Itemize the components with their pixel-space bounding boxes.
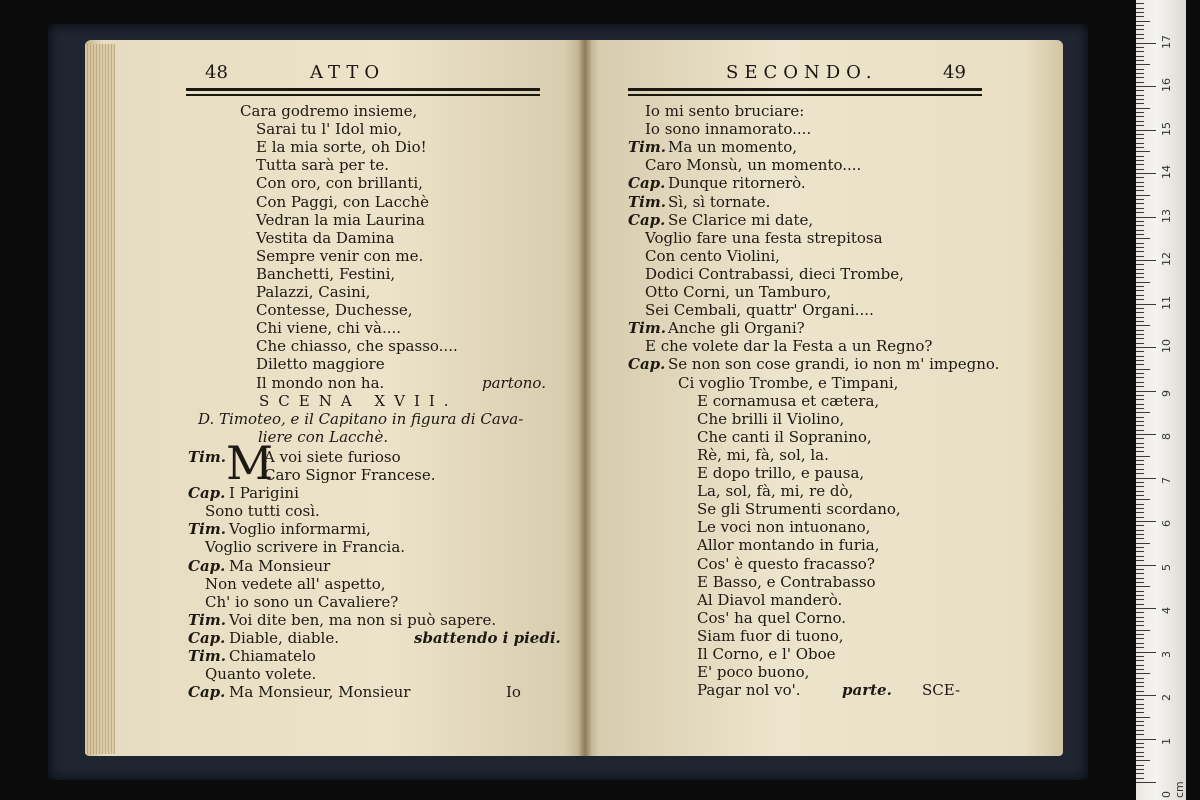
ruler-tick <box>1136 412 1150 413</box>
ruler-tick <box>1136 699 1144 700</box>
ruler-tick <box>1136 230 1144 231</box>
speaker-name: Cap. <box>628 355 666 374</box>
ruler-tick <box>1136 647 1144 648</box>
ruler-tick <box>1136 182 1144 183</box>
ruler-label: 1 <box>1160 737 1173 745</box>
verse-line: Vestita da Damina <box>256 228 395 247</box>
speaker-name: Tim. <box>188 447 226 466</box>
ruler-label: 3 <box>1160 650 1173 658</box>
ruler-label: 2 <box>1160 694 1173 701</box>
ruler-tick <box>1136 34 1144 35</box>
dialogue-line: Non vedete all' aspetto, <box>205 574 386 593</box>
ruler-tick <box>1136 708 1144 709</box>
ruler-tick <box>1136 369 1150 370</box>
dialogue-line: Sono tutti così. <box>205 502 320 521</box>
ruler-tick <box>1136 256 1144 257</box>
ruler-tick <box>1136 760 1150 761</box>
ruler-tick <box>1136 569 1144 570</box>
verse-line: Chi viene, chi và.... <box>256 319 402 338</box>
ruler-tick <box>1136 686 1144 687</box>
right-head-rule <box>628 88 982 91</box>
verse-line: Il mondo non ha. <box>256 373 385 392</box>
dialogue-line: Dunque ritornerò. <box>668 174 806 193</box>
speaker-name: Cap. <box>628 210 666 229</box>
stage-direction: partono. <box>482 373 546 392</box>
ruler-tick <box>1136 12 1144 13</box>
ruler-tick <box>1136 417 1144 418</box>
ruler-tick <box>1136 112 1144 113</box>
speaker-name: Cap. <box>188 484 226 503</box>
ruler-tick <box>1136 356 1144 357</box>
ruler-tick <box>1136 517 1144 518</box>
ruler-tick <box>1136 608 1156 609</box>
ruler-tick <box>1136 221 1144 222</box>
dialogue-line: Cos' ha quel Corno. <box>697 608 847 627</box>
ruler-tick <box>1136 717 1150 718</box>
ruler-tick <box>1136 116 1144 117</box>
dialogue-line: E che volete dar la Festa a un Regno? <box>645 337 933 356</box>
ruler-tick <box>1136 347 1156 348</box>
ruler-tick <box>1136 434 1156 435</box>
dialogue-line: Se non son cose grandi, io non m' impegno. <box>668 355 1000 374</box>
ruler-tick <box>1136 243 1144 244</box>
ruler-tick <box>1136 560 1144 561</box>
dialogue-line: Ma Monsieur, Monsieur <box>229 683 411 702</box>
ruler-tick <box>1136 103 1144 104</box>
ruler-tick <box>1136 739 1156 740</box>
speaker-name: Cap. <box>188 556 226 575</box>
ruler-tick <box>1136 360 1144 361</box>
ruler-tick <box>1136 473 1144 474</box>
ruler-tick <box>1136 704 1144 705</box>
dialogue-line: Ci voglio Trombe, e Timpani, <box>678 373 899 392</box>
ruler-tick <box>1136 343 1144 344</box>
ruler-tick <box>1136 286 1144 287</box>
ruler-tick <box>1136 391 1156 392</box>
ruler-tick <box>1136 765 1144 766</box>
ruler-tick <box>1136 404 1144 405</box>
ruler-label: 8 <box>1160 433 1173 440</box>
ruler-tick <box>1136 251 1144 252</box>
dialogue-line: Sei Cembali, quattr' Organi.... <box>645 301 874 320</box>
ruler-tick <box>1136 638 1144 639</box>
ruler-tick <box>1136 338 1144 339</box>
verse-line: Sempre venir con me. <box>256 246 424 265</box>
ruler-tick <box>1136 752 1144 753</box>
verse-line: Diletto maggiore <box>256 355 385 374</box>
ruler-tick <box>1136 486 1144 487</box>
ruler-label: 17 <box>1160 34 1173 49</box>
catchword: Io <box>506 683 521 702</box>
stage-direction: liere con Lacchè. <box>258 427 389 446</box>
ruler-tick <box>1136 16 1144 17</box>
ruler-tick <box>1136 203 1144 204</box>
ruler-tick <box>1136 269 1144 270</box>
dialogue-line: Sì, sì tornate. <box>668 192 771 211</box>
ruler-tick <box>1136 217 1156 218</box>
stage-direction: D. Timoteo, e il Capitano in figura di Cava- <box>198 409 524 428</box>
ruler-tick <box>1136 782 1156 783</box>
dialogue-line: Se Clarice mi date, <box>668 210 814 229</box>
ruler-tick <box>1136 499 1150 500</box>
ruler-tick <box>1136 173 1156 174</box>
ruler-tick <box>1136 130 1156 131</box>
ruler-tick <box>1136 77 1144 78</box>
ruler-tick <box>1136 325 1150 326</box>
ruler-tick <box>1136 591 1144 592</box>
ruler-tick <box>1136 469 1144 470</box>
verse-line: Cara godremo insieme, <box>240 102 418 120</box>
speaker-name: Tim. <box>188 647 226 665</box>
ruler-tick <box>1136 508 1144 509</box>
ruler-label: 4 <box>1160 607 1173 614</box>
ruler-tick <box>1136 578 1144 579</box>
ruler-tick <box>1136 656 1144 657</box>
ruler-tick <box>1136 538 1144 539</box>
dialogue-line: Che brilli il Violino, <box>697 409 845 428</box>
ruler-tick <box>1136 234 1144 235</box>
ruler-tick <box>1136 47 1144 48</box>
ruler-tick <box>1136 456 1150 457</box>
ruler-tick <box>1136 643 1144 644</box>
dialogue-line: Voi dite ben, ma non si può sapere. <box>229 610 497 629</box>
right-head-rule-thin <box>628 94 982 96</box>
ruler-tick <box>1136 151 1150 152</box>
ruler-tick <box>1136 478 1156 479</box>
verse-line: Palazzi, Casini, <box>256 283 371 301</box>
ruler-tick <box>1136 8 1144 9</box>
ruler-tick <box>1136 595 1144 596</box>
dialogue-line: Caro Monsù, un momento.... <box>645 156 862 175</box>
scene-title: SCENA XVII. <box>259 391 458 410</box>
drop-capital: M <box>226 436 274 491</box>
dialogue-line: Anche gli Organi? <box>668 319 805 338</box>
ruler-tick <box>1136 160 1144 161</box>
left-page-number: 48 <box>205 62 228 83</box>
dialogue-line: Diable, diable. <box>229 628 339 647</box>
ruler-tick <box>1136 290 1144 291</box>
ruler-tick <box>1136 51 1144 52</box>
ruler-tick <box>1136 447 1144 448</box>
ruler-label: 7 <box>1160 476 1173 484</box>
dialogue-line: Io mi sento bruciare: <box>645 102 805 120</box>
ruler-tick <box>1136 260 1156 261</box>
left-head-rule <box>186 88 540 91</box>
ruler-tick <box>1136 408 1144 409</box>
ruler-tick <box>1136 769 1144 770</box>
ruler-tick <box>1136 225 1144 226</box>
dialogue-line: Ch' io sono un Cavaliere? <box>205 592 399 611</box>
ruler-tick <box>1136 169 1144 170</box>
ruler-label: 12 <box>1160 252 1173 266</box>
ruler-label: 10 <box>1160 339 1173 353</box>
verse-line: E la mia sorte, oh Dio! <box>256 138 427 157</box>
left-head-rule-thin <box>186 94 540 96</box>
ruler-tick <box>1136 29 1144 30</box>
ruler-tick <box>1136 660 1144 661</box>
dialogue-line: Che canti il Sopranino, <box>697 427 872 446</box>
dialogue-line: Le voci non intuonano, <box>697 518 871 537</box>
ruler-tick <box>1136 95 1144 96</box>
ruler-tick <box>1136 73 1144 74</box>
ruler-tick <box>1136 304 1156 305</box>
dialogue-line: Cos' è questo fracasso? <box>697 554 875 573</box>
ruler-tick <box>1136 282 1150 283</box>
ruler-tick <box>1136 678 1144 679</box>
ruler-tick <box>1136 443 1144 444</box>
verse-line: Con oro, con brillanti, <box>256 174 423 193</box>
dialogue-line: La, sol, fà, mi, re dò, <box>697 482 854 501</box>
ruler-label: 16 <box>1160 78 1173 92</box>
speaker-name: Cap. <box>188 683 226 702</box>
ruler-tick <box>1136 621 1144 622</box>
ruler-tick <box>1136 125 1144 126</box>
ruler-label: 14 <box>1160 165 1173 179</box>
left-running-head: ATTO <box>310 62 386 83</box>
dialogue-line: Con cento Violini, <box>645 246 780 265</box>
dialogue-line: Il Corno, e l' Oboe <box>697 645 836 663</box>
dialogue-line: Chiamatelo <box>229 647 316 665</box>
dialogue-line: E dopo trillo, e pausa, <box>697 464 865 482</box>
ruler-tick <box>1136 299 1144 300</box>
speaker-name: Cap. <box>628 174 666 193</box>
dialogue-line: Voglio informarmi, <box>229 520 371 539</box>
stage-direction: parte. <box>842 681 892 700</box>
ruler-tick <box>1136 665 1144 666</box>
dialogue-line: Caro Signor Francese. <box>264 466 436 484</box>
ruler-tick <box>1136 3 1144 4</box>
ruler-tick <box>1136 582 1144 583</box>
ruler-tick <box>1136 373 1144 374</box>
ruler-tick <box>1136 64 1150 65</box>
ruler-tick <box>1136 673 1150 674</box>
catchword: SCE- <box>922 681 961 700</box>
ruler-tick <box>1136 773 1144 774</box>
ruler-tick <box>1136 604 1144 605</box>
dialogue-line: Al Diavol manderò. <box>697 590 843 609</box>
ruler-tick <box>1136 317 1144 318</box>
ruler-tick <box>1136 395 1144 396</box>
ruler-tick <box>1136 743 1144 744</box>
ruler-tick <box>1136 334 1144 335</box>
ruler-tick <box>1136 208 1144 209</box>
dialogue-line: I Parigini <box>229 484 299 503</box>
ruler-tick <box>1136 177 1144 178</box>
ruler-tick <box>1136 691 1144 692</box>
verse-line: Che chiasso, che spasso.... <box>256 337 458 356</box>
ruler-tick <box>1136 364 1144 365</box>
ruler-tick <box>1136 712 1144 713</box>
verse-line: Sarai tu l' Idol mio, <box>256 120 402 139</box>
ruler-tick <box>1136 43 1156 44</box>
dialogue-line: Quanto volete. <box>205 665 317 684</box>
ruler-label: 15 <box>1160 121 1173 136</box>
ruler-label: 5 <box>1160 563 1173 571</box>
ruler-label: 13 <box>1160 208 1173 223</box>
ruler-tick <box>1136 121 1144 122</box>
dialogue-line: Ma Monsieur <box>229 556 331 575</box>
dialogue-line: Otto Corni, un Tamburo, <box>645 283 832 301</box>
ruler-tick <box>1136 464 1144 465</box>
dialogue-line: Pagar nol vo'. <box>697 681 801 700</box>
ruler-tick <box>1136 530 1144 531</box>
dialogue-line: Allor montando in furia, <box>697 536 880 555</box>
ruler-tick <box>1136 491 1144 492</box>
ruler-tick <box>1136 747 1144 748</box>
ruler-tick <box>1136 617 1144 618</box>
ruler-tick <box>1136 525 1144 526</box>
ruler-tick <box>1136 156 1144 157</box>
ruler-label: 0 cm <box>1160 781 1186 798</box>
ruler-tick <box>1136 482 1144 483</box>
verse-line: Banchetti, Festini, <box>256 264 396 283</box>
speaker-name: Tim. <box>188 520 226 539</box>
ruler-tick <box>1136 247 1144 248</box>
dialogue-line: Voglio fare una festa strepitosa <box>645 228 883 247</box>
ruler-tick <box>1136 547 1144 548</box>
dialogue-line: Voglio scrivere in Francia. <box>205 538 406 557</box>
verse-line: Con Paggi, con Lacchè <box>256 192 429 211</box>
ruler-tick <box>1136 86 1156 87</box>
ruler-tick <box>1136 56 1144 57</box>
ruler-tick <box>1136 521 1156 522</box>
ruler-tick <box>1136 625 1144 626</box>
dialogue-line: Dodici Contrabassi, dieci Trombe, <box>645 264 904 283</box>
ruler-tick <box>1136 21 1150 22</box>
ruler-tick <box>1136 669 1144 670</box>
dialogue-line: E Basso, e Contrabasso <box>697 572 876 591</box>
ruler-tick <box>1136 264 1144 265</box>
dialogue-line: Siam fuor di tuono, <box>697 626 844 645</box>
ruler-tick <box>1136 573 1144 574</box>
ruler-tick <box>1136 695 1156 696</box>
dialogue-line: Ma un momento, <box>668 138 798 157</box>
ruler-tick <box>1136 586 1150 587</box>
ruler-label: 9 <box>1160 389 1173 397</box>
ruler-tick <box>1136 99 1144 100</box>
speaker-name: Cap. <box>188 628 226 647</box>
verse-line: Contesse, Duchesse, <box>256 301 413 320</box>
page-edges <box>85 44 115 754</box>
right-running-head: SECONDO. <box>726 62 878 83</box>
dialogue-line: E' poco buono, <box>697 663 810 682</box>
ruler-tick <box>1136 277 1144 278</box>
right-page-number: 49 <box>943 62 966 83</box>
ruler-tick <box>1136 599 1144 600</box>
ruler-tick <box>1136 60 1144 61</box>
ruler-tick <box>1136 273 1144 274</box>
ruler-tick <box>1136 195 1150 196</box>
ruler-tick <box>1136 534 1144 535</box>
ruler-tick <box>1136 512 1144 513</box>
ruler-tick <box>1136 565 1156 566</box>
ruler-tick <box>1136 652 1156 653</box>
ruler-tick <box>1136 425 1144 426</box>
book-spine <box>578 40 592 756</box>
ruler-tick <box>1136 430 1144 431</box>
ruler-tick <box>1136 308 1144 309</box>
ruler-tick <box>1136 778 1144 779</box>
ruler-tick <box>1136 90 1144 91</box>
ruler-tick <box>1136 421 1144 422</box>
ruler-tick <box>1136 38 1144 39</box>
ruler-label: 6 <box>1160 520 1173 527</box>
dialogue-line: A voi siete furioso <box>264 447 401 466</box>
ruler-tick <box>1136 556 1144 557</box>
ruler-tick <box>1136 386 1144 387</box>
ruler-tick <box>1136 312 1144 313</box>
ruler-tick <box>1136 164 1144 165</box>
speaker-name: Tim. <box>628 319 666 338</box>
ruler-tick <box>1136 82 1144 83</box>
ruler-tick <box>1136 138 1144 139</box>
ruler-tick <box>1136 438 1144 439</box>
ruler-tick <box>1136 730 1144 731</box>
ruler-tick <box>1136 69 1144 70</box>
dialogue-line: Io sono innamorato.... <box>645 120 812 139</box>
ruler-tick <box>1136 147 1144 148</box>
ruler-tick <box>1136 721 1144 722</box>
dialogue-line: Se gli Strumenti scordano, <box>697 500 901 519</box>
ruler-tick <box>1136 377 1144 378</box>
ruler-tick <box>1136 212 1144 213</box>
ruler-tick <box>1136 134 1144 135</box>
ruler-tick <box>1136 330 1144 331</box>
ruler-tick <box>1136 612 1144 613</box>
stage-direction: sbattendo i piedi. <box>414 628 561 647</box>
speaker-name: Tim. <box>628 192 666 211</box>
ruler-label: 11 <box>1160 295 1173 310</box>
ruler-tick <box>1136 351 1144 352</box>
ruler-tick <box>1136 25 1144 26</box>
ruler-tick <box>1136 634 1144 635</box>
verse-line: Tutta sarà per te. <box>256 156 390 175</box>
dialogue-line: E cornamusa et cætera, <box>697 391 880 410</box>
ruler-tick <box>1136 238 1150 239</box>
speaker-name: Tim. <box>628 138 666 157</box>
ruler-tick <box>1136 495 1144 496</box>
ruler-tick <box>1136 321 1144 322</box>
ruler-tick <box>1136 295 1144 296</box>
ruler-tick <box>1136 543 1150 544</box>
ruler-tick <box>1136 382 1144 383</box>
ruler-tick <box>1136 143 1144 144</box>
measuring-ruler <box>1136 0 1186 800</box>
ruler-tick <box>1136 551 1144 552</box>
ruler-tick <box>1136 186 1144 187</box>
verse-line: Vedran la mia Laurina <box>256 210 425 229</box>
ruler-tick <box>1136 504 1144 505</box>
ruler-tick <box>1136 734 1144 735</box>
ruler-tick <box>1136 190 1144 191</box>
ruler-tick <box>1136 460 1144 461</box>
ruler-tick <box>1136 682 1144 683</box>
dialogue-line: Rè, mi, fà, sol, la. <box>697 445 829 464</box>
ruler-tick <box>1136 451 1144 452</box>
ruler-tick <box>1136 399 1144 400</box>
ruler-tick <box>1136 108 1150 109</box>
ruler-tick <box>1136 199 1144 200</box>
ruler-tick <box>1136 630 1150 631</box>
speaker-name: Tim. <box>188 610 226 629</box>
ruler-tick <box>1136 756 1144 757</box>
ruler-tick <box>1136 725 1144 726</box>
